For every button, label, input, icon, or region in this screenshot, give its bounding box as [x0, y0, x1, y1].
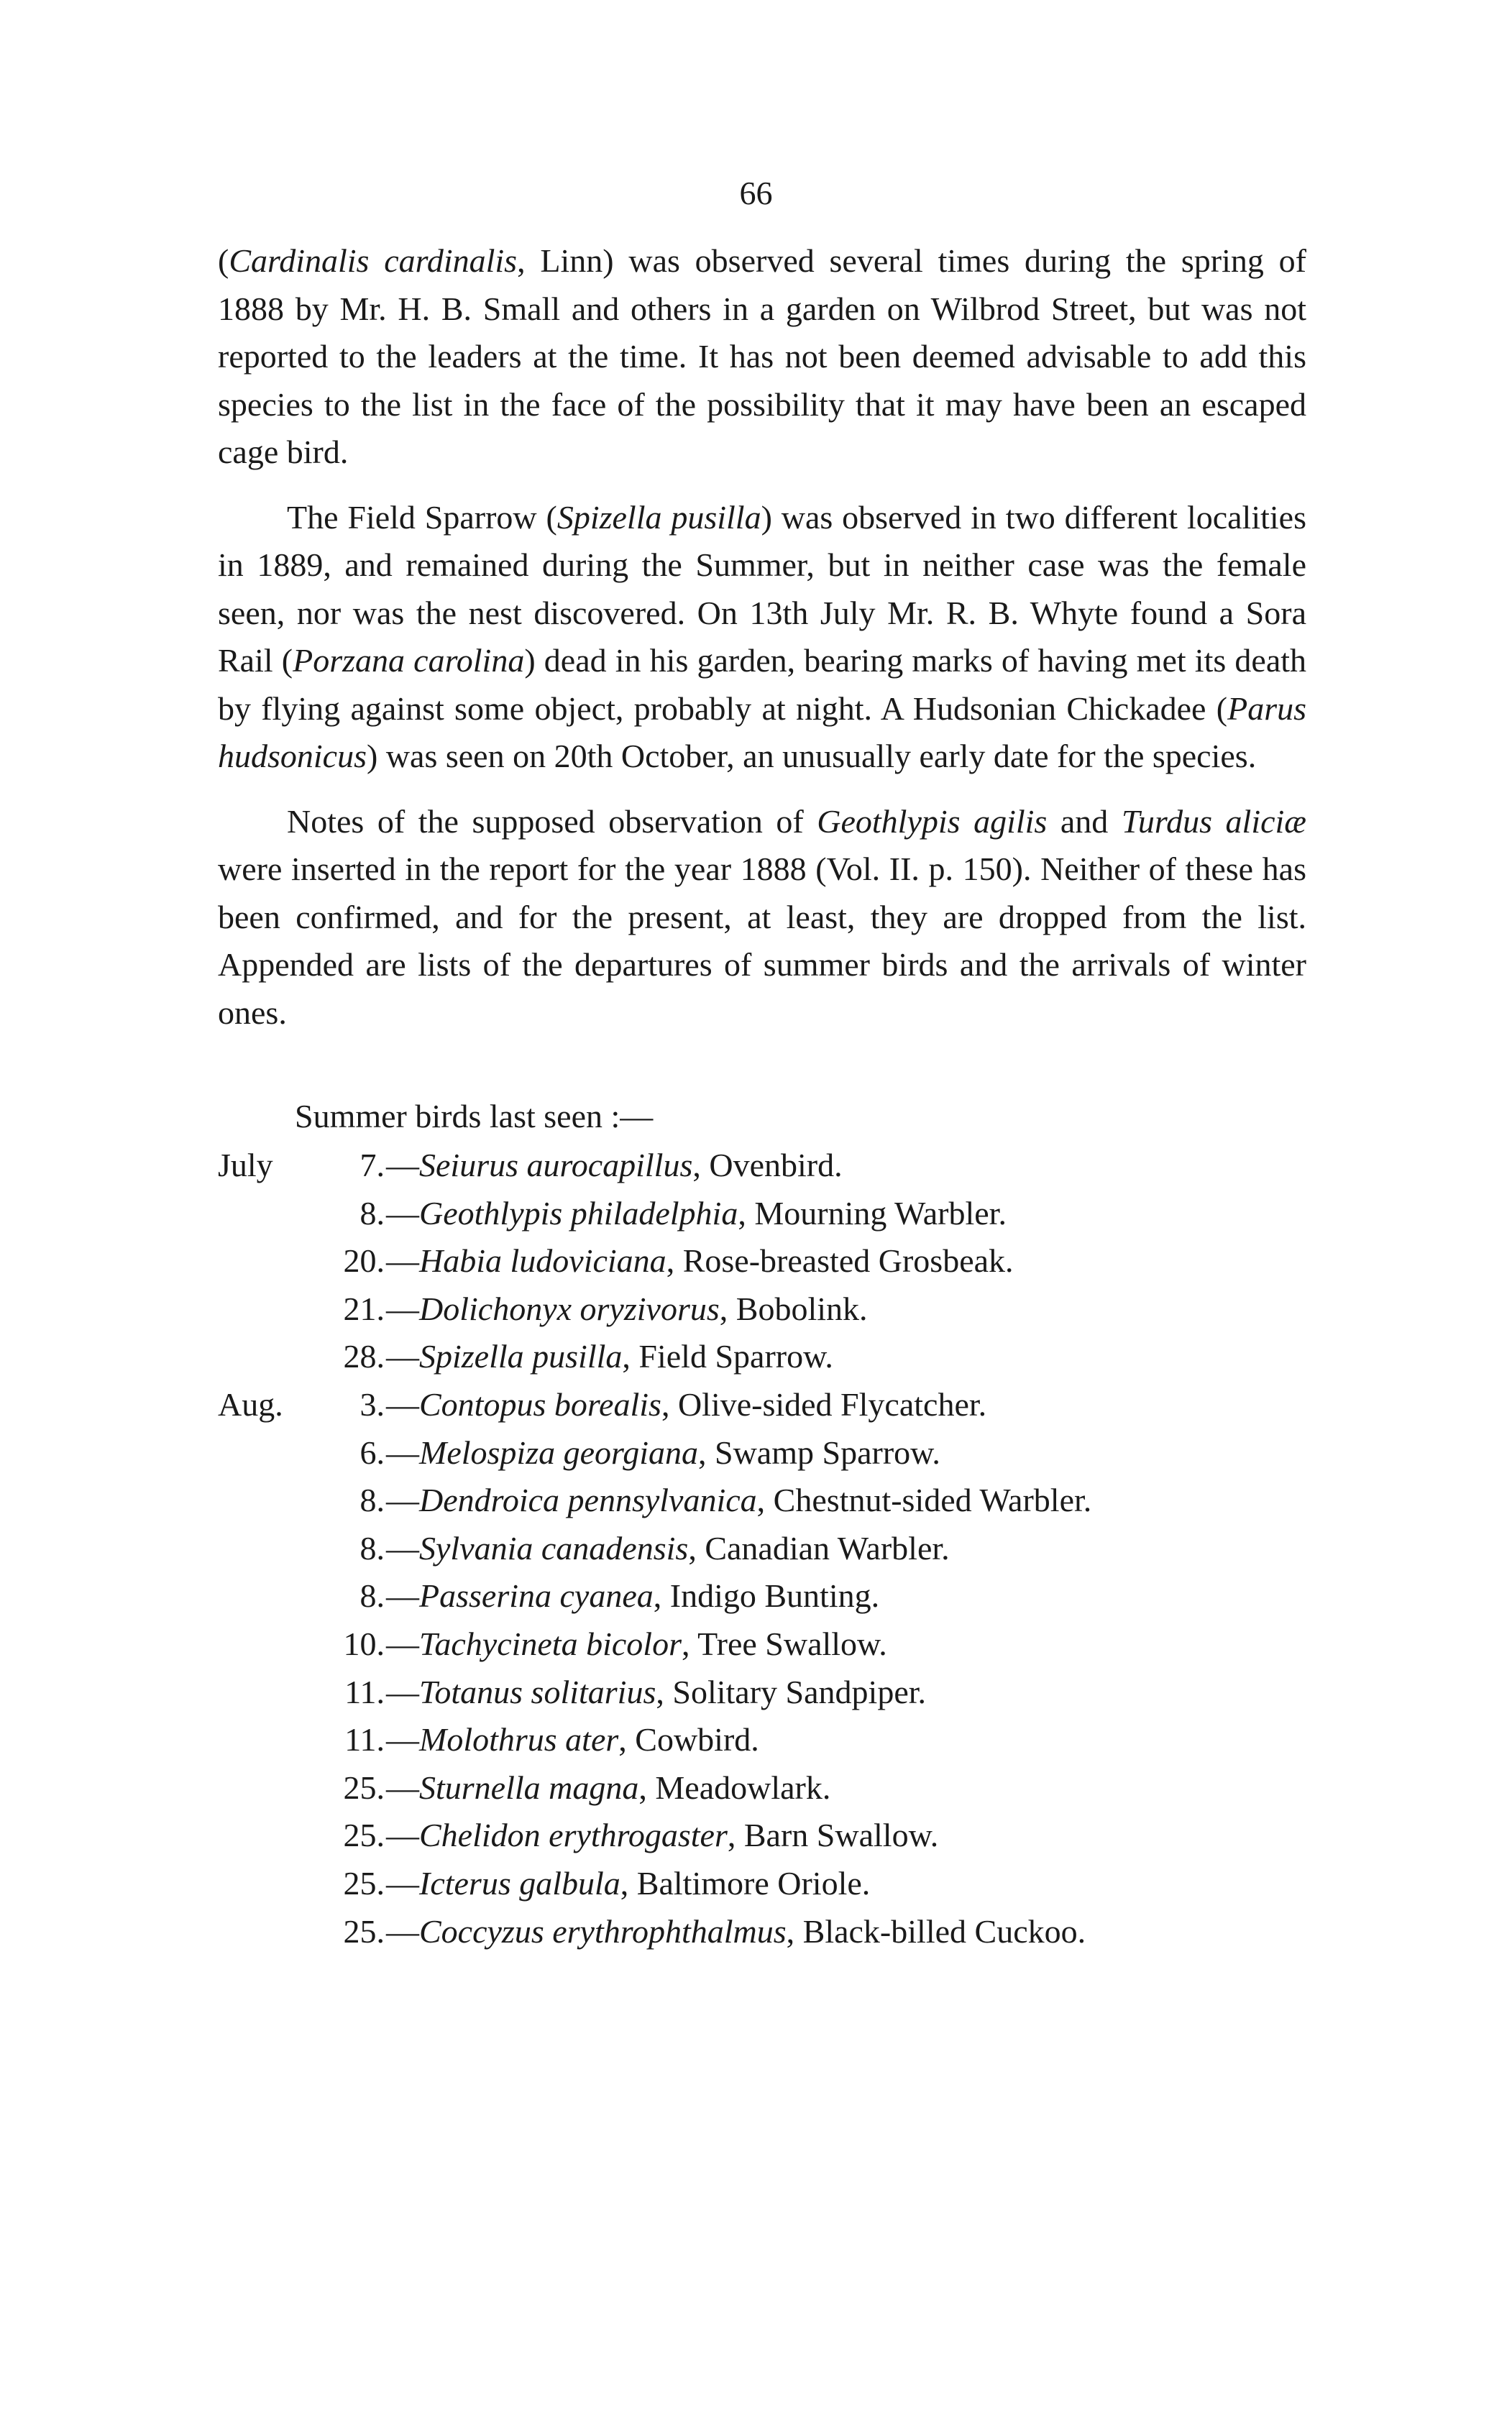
common-name: Indigo Bunting.: [669, 1577, 880, 1615]
entry-comma: ,: [681, 1625, 698, 1662]
entry-text: [385, 1669, 926, 1717]
species-name: Parus hudsonicus: [218, 689, 1306, 774]
entry-comma: ,: [698, 1434, 715, 1471]
entry-month: [218, 1764, 320, 1812]
entry-comma: ,: [661, 1385, 678, 1423]
latin-name: Spizella pusilla: [419, 1338, 623, 1375]
bird-entry: [218, 1860, 1368, 1908]
latin-name: Passerina cyanea: [419, 1577, 654, 1615]
common-name: Field Sparrow.: [638, 1338, 833, 1375]
list-heading: Summer birds last seen :—: [295, 1098, 654, 1134]
common-name: Tree Swallow.: [697, 1625, 887, 1662]
body-text: [218, 237, 1306, 1054]
latin-name: Dendroica pennsylvanica: [419, 1482, 757, 1519]
paragraph: [218, 798, 1306, 1037]
latin-name: Totanus solitarius: [419, 1673, 656, 1710]
entry-month: [218, 1477, 320, 1525]
entry-text: [385, 1333, 833, 1381]
text-run: ) was seen on 20th October, an unusually early date for the species.: [367, 738, 1257, 774]
entry-dash: —: [386, 1769, 419, 1806]
text-run: ) dead in his garden, bearing marks of having met its death by flying against some object, probably at night. A Hudsonian Chickadee (: [218, 642, 1307, 727]
species-name: Spizella pusilla: [556, 498, 761, 536]
entry-day: 25.: [343, 1769, 385, 1806]
latin-name: Contopus borealis: [419, 1385, 661, 1423]
entry-comma: ,: [688, 1529, 705, 1567]
entry-dash: —: [386, 1577, 419, 1615]
latin-name: Habia ludoviciana: [419, 1242, 666, 1280]
entry-month: [218, 1572, 320, 1620]
entry-text: [385, 1429, 940, 1477]
latin-name: Geothlypis philadelphia: [419, 1194, 738, 1232]
common-name: Solitary Sandpiper.: [672, 1673, 927, 1710]
entry-dash: —: [386, 1482, 419, 1519]
entry-day: 8.: [359, 1482, 385, 1519]
entry-text: [385, 1237, 1014, 1285]
bird-entry: [218, 1477, 1368, 1525]
bird-entry: [218, 1190, 1368, 1238]
entry-comma: ,: [692, 1147, 710, 1183]
common-name: Mourning Warbler.: [754, 1194, 1007, 1232]
entry-month: [218, 1716, 320, 1764]
text-run: Notes of the supposed observation of: [287, 802, 817, 840]
entry-comma: ,: [656, 1673, 673, 1710]
entry-comma: ,: [719, 1290, 736, 1327]
entry-month: [218, 1429, 320, 1477]
common-name: Meadowlark.: [655, 1769, 831, 1806]
common-name: Black-billed Cuckoo.: [802, 1912, 1086, 1950]
entry-text: [385, 1860, 870, 1908]
entry-dash: —: [386, 1147, 419, 1183]
species-name: Porzana carolina: [293, 642, 525, 679]
common-name: Canadian Warbler.: [705, 1529, 950, 1567]
page-number: 66: [739, 175, 773, 211]
entry-dash: —: [386, 1290, 419, 1327]
entry-day: 8.: [359, 1577, 385, 1615]
bird-entry: [218, 1669, 1368, 1717]
entry-month: [218, 1908, 320, 1956]
bird-entry: [218, 1333, 1368, 1381]
entry-text: [385, 1381, 986, 1429]
entry-day: 11.: [344, 1721, 385, 1758]
latin-name: Coccyzus erythrophthalmus: [419, 1912, 787, 1950]
entry-text: [385, 1190, 1007, 1238]
entry-day: 21.: [343, 1290, 385, 1327]
entry-day: 3.: [359, 1385, 385, 1423]
entry-text: [385, 1812, 938, 1860]
entry-dash: —: [386, 1673, 419, 1710]
common-name: Olive-sided Flycatcher.: [677, 1385, 987, 1423]
latin-name: Tachycineta bicolor: [419, 1625, 682, 1662]
entry-day: 11.: [344, 1673, 385, 1710]
bird-entry: [218, 1620, 1368, 1669]
latin-name: Seiurus aurocapillus: [419, 1147, 693, 1183]
species-name: Cardinalis cardinalis: [229, 242, 518, 279]
entry-comma: ,: [756, 1482, 774, 1519]
bird-entry: [218, 1429, 1368, 1477]
entry-day: 6.: [359, 1434, 385, 1471]
text-run: The Field Sparrow (: [287, 498, 557, 536]
bird-entry: [218, 1764, 1368, 1812]
entry-dash: —: [386, 1864, 419, 1902]
entry-text: [385, 1764, 830, 1812]
bird-entry: [218, 1381, 1368, 1429]
latin-name: Chelidon erythrogaster: [419, 1817, 728, 1854]
entry-day: 20.: [343, 1242, 385, 1280]
bird-entry: [218, 1572, 1368, 1620]
entry-text: [385, 1572, 879, 1620]
entry-day: 25.: [343, 1817, 385, 1854]
entry-month: July: [218, 1147, 273, 1183]
bird-entry: [218, 1716, 1368, 1764]
latin-name: Molothrus ater: [419, 1721, 619, 1758]
entry-dash: —: [386, 1338, 419, 1375]
bird-entry: [218, 1908, 1368, 1956]
common-name: Swamp Sparrow.: [715, 1434, 940, 1471]
entry-comma: ,: [727, 1817, 744, 1854]
latin-name: Sturnella magna: [419, 1769, 639, 1806]
bird-entry: [218, 1525, 1368, 1573]
entry-month: [218, 1812, 320, 1860]
species-name: Geothlypis agilis: [817, 802, 1048, 840]
entry-text: [385, 1620, 887, 1669]
bird-list: [218, 1142, 1368, 1955]
common-name: Ovenbird.: [709, 1147, 843, 1183]
entry-dash: —: [386, 1721, 419, 1758]
bird-entry: [218, 1812, 1368, 1860]
entry-text: [385, 1525, 950, 1573]
entry-dash: —: [386, 1529, 419, 1567]
entry-comma: ,: [618, 1721, 636, 1758]
paragraph-prefix: (: [218, 242, 229, 279]
common-name: Barn Swallow.: [743, 1817, 939, 1854]
entry-month: [218, 1620, 320, 1669]
text-run: ) was observed in two different localities in 1889, and remained during the Summer, but in neither case was the female seen, nor was the nest discovered. On 13th July Mr. R. B. Whyte found a Sora Rail (: [218, 498, 1306, 679]
text-run: , Linn) was observed several times during the spring of 1888 by Mr. H. B. Small and others in a garden on Wilbrod Street, but was not reported to the leaders at the time. It has not been deemed advisable to add this species to the list in the face of the possibility that it may have been an escaped cage bird.: [218, 242, 1306, 470]
entry-comma: ,: [622, 1338, 639, 1375]
entry-comma: ,: [653, 1577, 670, 1615]
latin-name: Icterus galbula: [419, 1864, 620, 1902]
entry-text: [385, 1716, 759, 1764]
entry-day: 25.: [343, 1912, 385, 1950]
entry-dash: —: [386, 1194, 419, 1232]
entry-month: [218, 1669, 320, 1717]
entry-day: 10.: [343, 1625, 385, 1662]
entry-comma: ,: [738, 1194, 755, 1232]
entry-text: [385, 1908, 1086, 1956]
entry-month: [218, 1525, 320, 1573]
entry-month: [218, 1237, 320, 1285]
text-run: were inserted in the report for the year 1888 (Vol. II. p. 150). Neither of these has been confirmed, and for the present, at least, they are dropped from the list. Appended are lists of the departures of summer birds and the arrivals of winter ones.: [218, 850, 1306, 1031]
common-name: Baltimore Oriole.: [636, 1864, 871, 1902]
entry-dash: —: [386, 1434, 419, 1471]
entry-month: Aug.: [218, 1385, 283, 1423]
latin-name: Sylvania canadensis: [419, 1529, 689, 1567]
entry-comma: ,: [638, 1769, 656, 1806]
entry-month: [218, 1860, 320, 1908]
entry-month: [218, 1333, 320, 1381]
common-name: Chestnut-sided Warbler.: [773, 1482, 1092, 1519]
common-name: Bobolink.: [736, 1290, 868, 1327]
common-name: Cowbird.: [635, 1721, 759, 1758]
entry-comma: ,: [666, 1242, 683, 1280]
entry-dash: —: [386, 1242, 419, 1280]
bird-entry: [218, 1142, 1368, 1190]
entry-day: 7.: [359, 1147, 385, 1183]
entry-text: [385, 1477, 1091, 1525]
text-run: and: [1047, 802, 1122, 840]
common-name: Rose-breasted Grosbeak.: [682, 1242, 1014, 1280]
paragraph: [218, 494, 1306, 781]
entry-day: 8.: [359, 1194, 385, 1232]
entry-dash: —: [386, 1385, 419, 1423]
entry-dash: —: [386, 1625, 419, 1662]
entry-text: [385, 1142, 843, 1190]
species-name: Turdus aliciæ: [1121, 802, 1306, 840]
entry-day: 25.: [343, 1864, 385, 1902]
paragraph: [218, 237, 1306, 477]
bird-entry: [218, 1285, 1368, 1334]
bird-entry: [218, 1237, 1368, 1285]
latin-name: Dolichonyx oryzivorus: [419, 1290, 720, 1327]
entry-comma: ,: [620, 1864, 637, 1902]
entry-text: [385, 1285, 868, 1334]
entry-comma: ,: [786, 1912, 803, 1950]
entry-dash: —: [386, 1912, 419, 1950]
latin-name: Melospiza georgiana: [419, 1434, 698, 1471]
entry-month: [218, 1190, 320, 1238]
entry-dash: —: [386, 1817, 419, 1854]
entry-day: 8.: [359, 1529, 385, 1567]
entry-day: 28.: [343, 1338, 385, 1375]
entry-month: [218, 1285, 320, 1334]
